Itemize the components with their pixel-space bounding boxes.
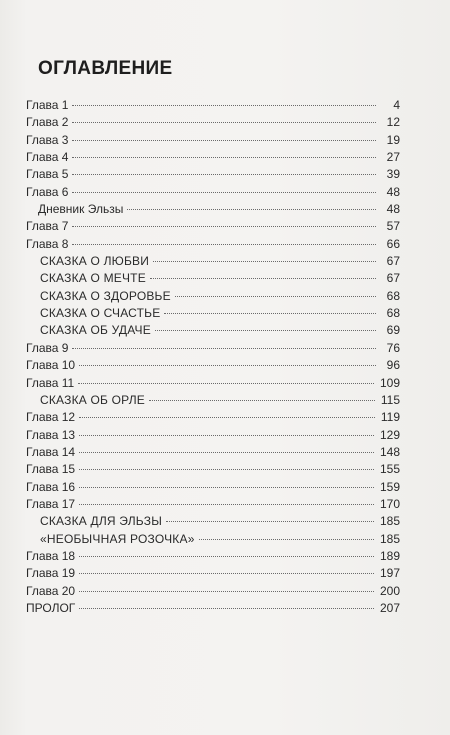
toc-entry bbox=[26, 253, 400, 270]
toc-entry-page-number: 115 bbox=[380, 392, 400, 407]
toc-entry-page-number: 119 bbox=[380, 410, 400, 425]
toc-entry bbox=[26, 305, 400, 322]
toc-entry-page-number: 96 bbox=[386, 358, 400, 373]
dot-leader bbox=[79, 556, 374, 557]
toc-entry-label: Глава 11 bbox=[26, 375, 75, 390]
dot-leader bbox=[72, 192, 376, 193]
toc-entry-page-number: 159 bbox=[379, 479, 400, 494]
toc-entry-label: Глава 4 bbox=[26, 150, 69, 165]
toc-entry bbox=[26, 444, 400, 461]
toc-entry bbox=[26, 270, 400, 287]
toc-entry-page-number: 129 bbox=[379, 427, 400, 442]
toc-entry bbox=[26, 496, 400, 513]
toc-entry bbox=[26, 375, 400, 392]
toc-entry-page-number: 109 bbox=[379, 375, 400, 390]
toc-entry-page-number: 155 bbox=[379, 462, 400, 477]
toc-entry-label: Глава 18 bbox=[26, 548, 76, 563]
toc-entry-page-number: 39 bbox=[386, 167, 400, 182]
toc-entry bbox=[26, 288, 400, 305]
dot-leader bbox=[79, 469, 374, 470]
toc-entry bbox=[26, 236, 400, 253]
toc-entry-label: СКАЗКА ДЛЯ ЭЛЬЗЫ bbox=[40, 514, 163, 529]
dot-leader bbox=[72, 348, 376, 349]
page-title: ОГЛАВЛЕНИЕ bbox=[38, 58, 173, 79]
toc-entry-label: Глава 14 bbox=[26, 444, 76, 459]
toc-entry-label: Глава 3 bbox=[26, 132, 69, 147]
toc-entry-page-number: 76 bbox=[386, 340, 400, 355]
toc-entry bbox=[26, 357, 400, 374]
toc-entry bbox=[26, 132, 400, 149]
dot-leader bbox=[127, 209, 376, 210]
toc-entry-page-number: 185 bbox=[379, 514, 400, 529]
toc-entry-label: Глава 13 bbox=[26, 427, 76, 442]
toc-entry-label: Глава 2 bbox=[26, 115, 69, 130]
toc-entry-label: Глава 10 bbox=[26, 358, 76, 373]
toc-entry bbox=[26, 97, 400, 114]
toc-entry-label: СКАЗКА О ЛЮБВИ bbox=[40, 254, 150, 269]
toc-entry-page-number: 48 bbox=[386, 202, 400, 217]
dot-leader bbox=[72, 244, 376, 245]
toc-entry-label: СКАЗКА О СЧАСТЬЕ bbox=[40, 306, 161, 321]
toc-entry bbox=[26, 409, 400, 426]
dot-leader bbox=[166, 521, 374, 522]
toc-entry-label: Глава 20 bbox=[26, 583, 76, 598]
toc-entry-page-number: 19 bbox=[386, 132, 400, 147]
toc-entry bbox=[26, 166, 400, 183]
toc-entry-page-number: 197 bbox=[379, 566, 400, 581]
toc-entry-label: СКАЗКА О ЗДОРОВЬЕ bbox=[40, 288, 171, 303]
dot-leader bbox=[199, 539, 374, 540]
dot-leader bbox=[79, 608, 374, 609]
toc-entry bbox=[26, 548, 400, 565]
toc-entry-label: Глава 19 bbox=[26, 566, 76, 581]
toc-entry-label: СКАЗКА ОБ УДАЧЕ bbox=[40, 323, 151, 338]
toc-entry bbox=[26, 531, 400, 548]
dot-leader bbox=[72, 140, 376, 141]
toc-entry-page-number: 67 bbox=[386, 271, 400, 286]
toc-entry-page-number: 27 bbox=[386, 150, 400, 165]
toc-entry bbox=[26, 583, 400, 600]
dot-leader bbox=[79, 573, 374, 574]
toc-entry bbox=[26, 184, 400, 201]
dot-leader bbox=[72, 174, 376, 175]
toc-entry-page-number: 57 bbox=[386, 219, 400, 234]
toc-entry-page-number: 189 bbox=[379, 548, 400, 563]
toc-entry-page-number: 148 bbox=[379, 444, 400, 459]
dot-leader bbox=[153, 261, 376, 262]
toc-entry-page-number: 68 bbox=[386, 288, 400, 303]
toc-entry-page-number: 207 bbox=[379, 600, 400, 615]
dot-leader bbox=[72, 105, 376, 106]
toc-entry bbox=[26, 340, 400, 357]
toc-entry-page-number: 12 bbox=[386, 115, 400, 130]
toc-entry-page-number: 66 bbox=[386, 236, 400, 251]
toc-entry bbox=[26, 427, 400, 444]
toc-entry bbox=[26, 479, 400, 496]
table-of-contents bbox=[26, 97, 400, 617]
toc-entry bbox=[26, 513, 400, 530]
dot-leader bbox=[175, 296, 376, 297]
toc-entry bbox=[26, 461, 400, 478]
toc-entry-label: «НЕОБЫЧНАЯ РОЗОЧКА» bbox=[40, 531, 195, 546]
toc-entry-page-number: 200 bbox=[379, 583, 400, 598]
toc-entry-page-number: 69 bbox=[386, 323, 400, 338]
dot-leader bbox=[72, 226, 376, 227]
toc-entry-label: ПРОЛОГ bbox=[26, 600, 76, 615]
toc-entry bbox=[26, 392, 400, 409]
toc-entry-label: Глава 15 bbox=[26, 462, 76, 477]
dot-leader bbox=[79, 504, 374, 505]
dot-leader bbox=[79, 452, 374, 453]
toc-entry-page-number: 170 bbox=[379, 496, 400, 511]
toc-entry-label: Глава 1 bbox=[26, 98, 69, 112]
toc-entry-page-number: 68 bbox=[386, 306, 400, 321]
dot-leader bbox=[72, 157, 376, 158]
dot-leader bbox=[79, 417, 375, 418]
dot-leader bbox=[79, 365, 376, 366]
toc-entry-label: Глава 6 bbox=[26, 184, 69, 199]
toc-entry-label: СКАЗКА О МЕЧТЕ bbox=[40, 271, 146, 286]
dot-leader bbox=[72, 122, 376, 123]
toc-entry bbox=[26, 149, 400, 166]
toc-entry-page-number: 67 bbox=[386, 254, 400, 269]
dot-leader bbox=[78, 383, 374, 384]
toc-entry bbox=[26, 201, 400, 218]
toc-entry-page-number: 4 bbox=[393, 98, 400, 112]
dot-leader bbox=[79, 591, 374, 592]
toc-entry-page-number: 48 bbox=[386, 184, 400, 199]
toc-entry-label: СКАЗКА ОБ ОРЛЕ bbox=[40, 392, 145, 407]
toc-entry-label: Глава 8 bbox=[26, 236, 69, 251]
dot-leader bbox=[150, 278, 376, 279]
toc-entry-label: Глава 17 bbox=[26, 496, 76, 511]
dot-leader bbox=[79, 435, 374, 436]
toc-entry-label: Глава 12 bbox=[26, 410, 76, 425]
toc-entry bbox=[26, 565, 400, 582]
toc-entry-label: Глава 5 bbox=[26, 167, 69, 182]
dot-leader bbox=[79, 487, 374, 488]
toc-entry bbox=[26, 114, 400, 131]
toc-entry-label: Глава 9 bbox=[26, 340, 69, 355]
toc-entry bbox=[26, 600, 400, 617]
toc-entry bbox=[26, 322, 400, 339]
toc-entry bbox=[26, 218, 400, 235]
toc-entry-label: Дневник Эльзы bbox=[38, 202, 124, 217]
dot-leader bbox=[155, 330, 376, 331]
toc-entry-page-number: 185 bbox=[379, 531, 400, 546]
toc-entry-label: Глава 16 bbox=[26, 479, 76, 494]
dot-leader bbox=[149, 400, 375, 401]
toc-entry-label: Глава 7 bbox=[26, 219, 69, 234]
dot-leader bbox=[164, 313, 376, 314]
